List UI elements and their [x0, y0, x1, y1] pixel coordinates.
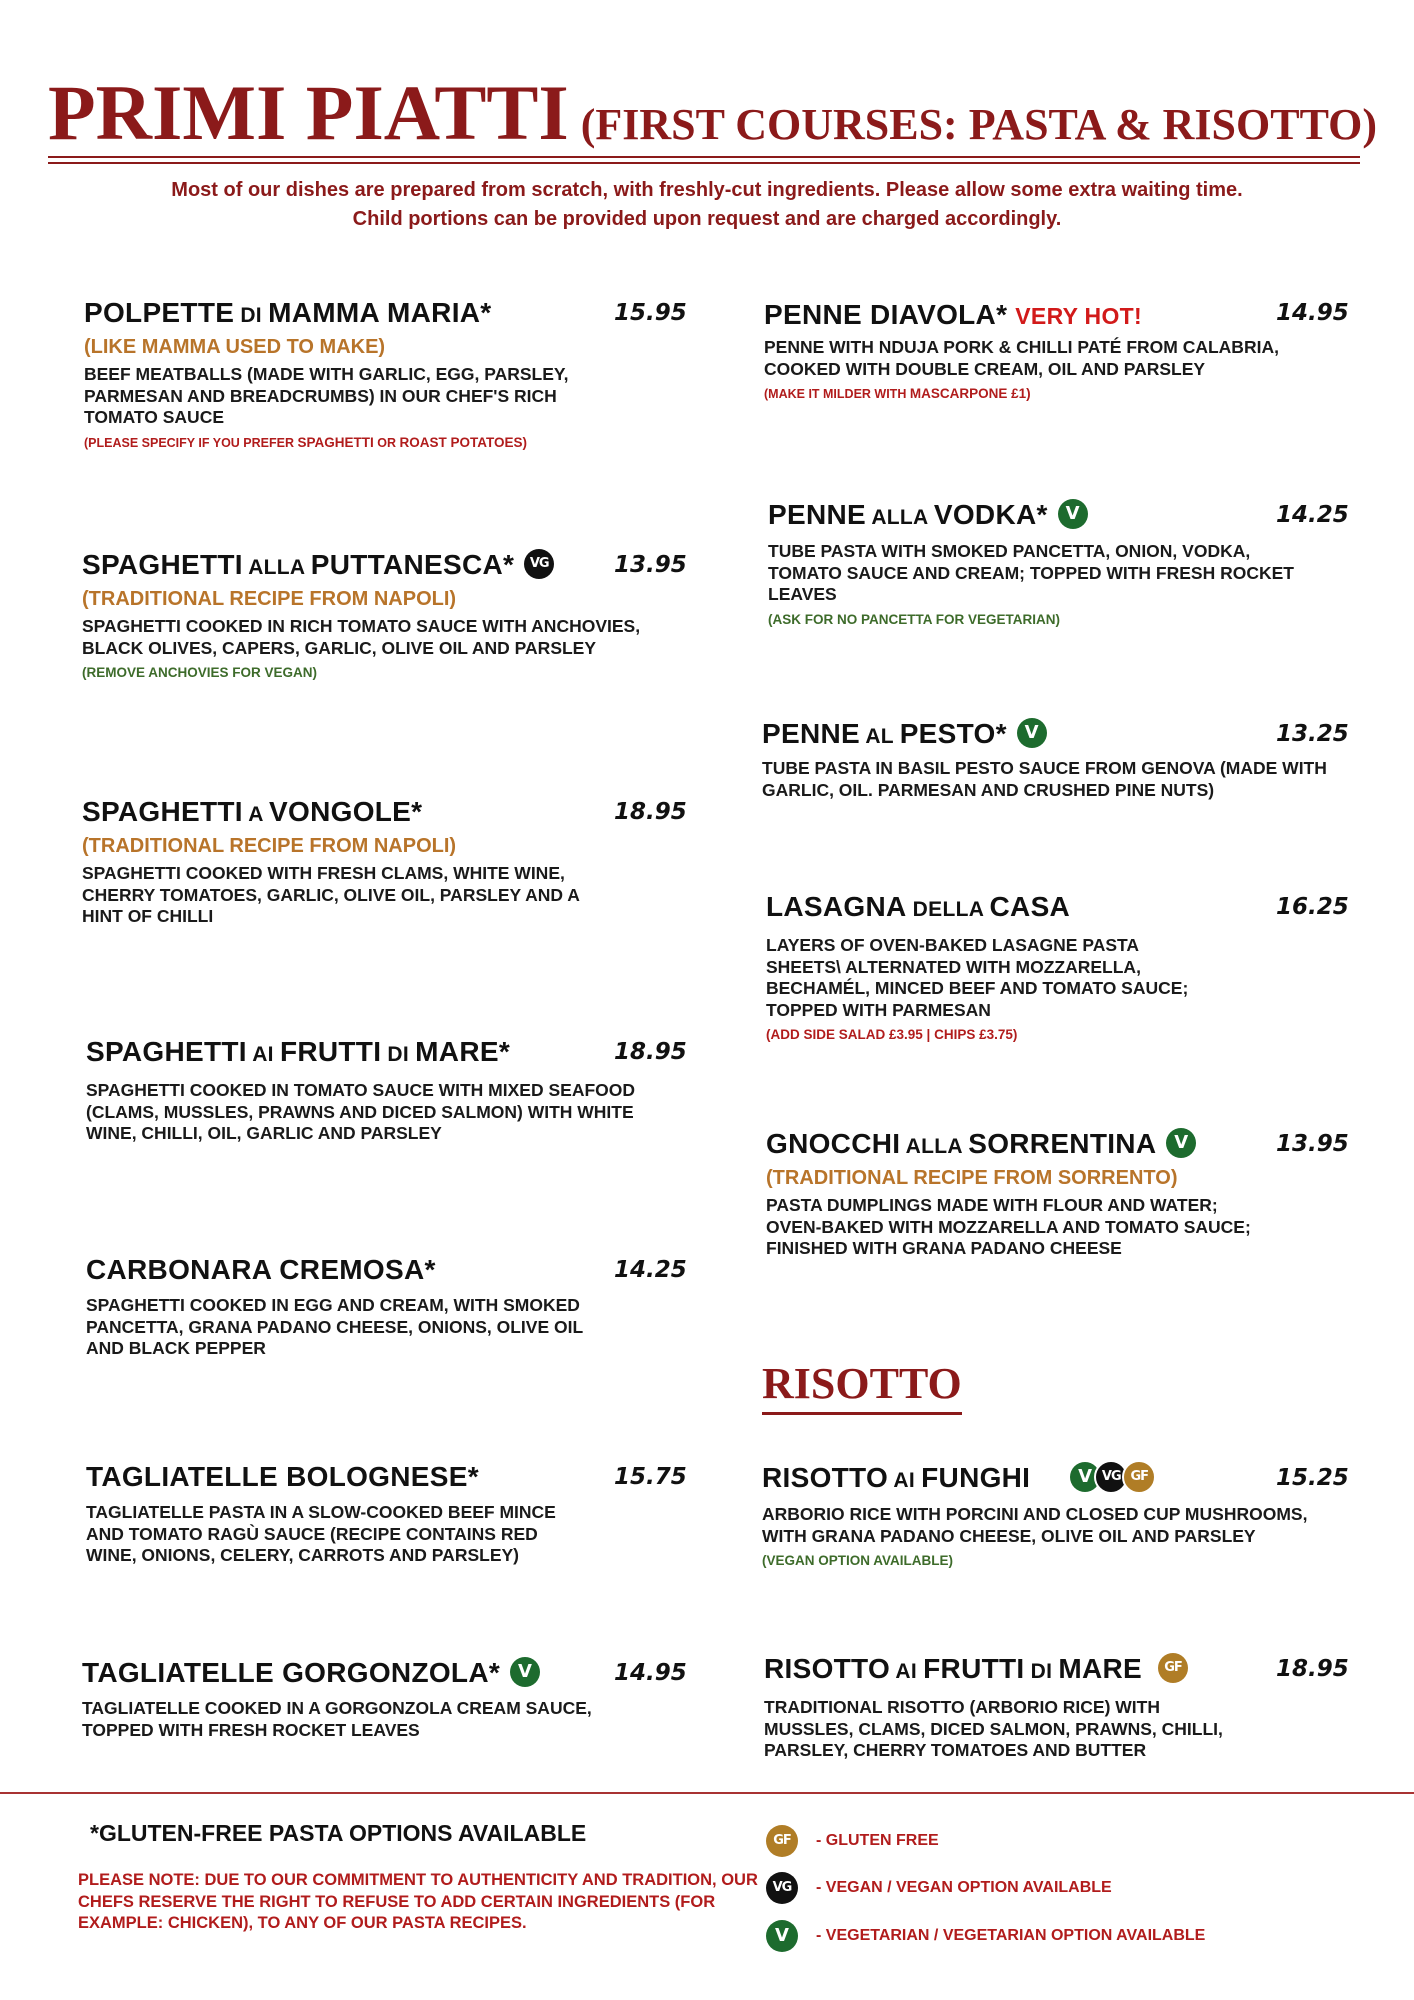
legend-vegetarian	[766, 1920, 1205, 1952]
menu-item-lasagna	[766, 890, 1349, 1045]
dish-description: SPAGHETTI COOKED IN EGG AND CREAM, WITH SMOKED PANCETTA, GRANA PADANO CHEESE, ONIONS, OLIVE OIL AND BLACK PEPPER	[86, 1295, 583, 1358]
vegan-badge-icon: VG	[1094, 1460, 1128, 1494]
risotto-section-title: RISOTTO	[762, 1358, 962, 1415]
dish-name: PENNE DIAVOLA* VERY HOT!	[764, 299, 1142, 330]
vegetarian-badge-icon: V	[1070, 1462, 1100, 1492]
vegetarian-badge-icon: V	[1058, 499, 1088, 529]
dish-name: SPAGHETTI A VONGOLE*	[82, 796, 423, 827]
dish-description: PENNE WITH NDUJA PORK & CHILLI PATÉ FROM CALABRIA, COOKED WITH DOUBLE CREAM, OIL AND PARSLEY	[764, 337, 1279, 379]
menu-item-polpette	[84, 296, 687, 453]
gluten-free-pasta-note: *GLUTEN-FREE PASTA OPTIONS AVAILABLE	[90, 1820, 587, 1846]
dish-price: 13.95	[614, 552, 687, 578]
dish-name: TAGLIATELLE BOLOGNESE*	[86, 1461, 479, 1492]
dish-price: 15.95	[614, 300, 687, 326]
footer-divider	[0, 1792, 1414, 1794]
dish-description: TAGLIATELLE PASTA IN A SLOW-COOKED BEEF MINCE AND TOMATO RAGÙ SAUCE (RECIPE CONTAINS RED WINE, ONIONS, CELERY, CARROTS AND PARSLEY)	[86, 1502, 556, 1565]
dish-name: SPAGHETTI ALLA PUTTANESCA* VG	[82, 548, 682, 585]
gluten-free-badge-icon: GF	[1122, 1460, 1156, 1494]
dish-subtitle: (TRADITIONAL RECIPE FROM NAPOLI)	[82, 588, 457, 610]
menu-item-risotto-frutti-di-mare	[764, 1652, 1354, 1762]
dish-description: SPAGHETTI COOKED IN RICH TOMATO SAUCE WITH ANCHOVIES, BLACK OLIVES, CAPERS, GARLIC, OLIVE OIL AND PARSLEY	[82, 616, 641, 658]
dish-price: 15.75	[614, 1464, 687, 1490]
menu-item-penne-vodka	[768, 498, 1348, 630]
dish-name: RISOTTO AI FUNGHI V VG GF	[762, 1461, 1352, 1498]
menu-item-gnocchi	[766, 1127, 1349, 1260]
dish-note: (ADD SIDE SALAD £3.95 | CHIPS £3.75)	[766, 1027, 1018, 1042]
dish-subtitle: (TRADITIONAL RECIPE FROM SORRENTO)	[766, 1167, 1178, 1189]
dish-description: TUBE PASTA IN BASIL PESTO SAUCE FROM GENOVA (MADE WITH GARLIC, OIL. PARMESAN AND CRUSHED PINE NUTS)	[762, 758, 1327, 800]
vegan-badge-icon: VG	[766, 1872, 798, 1904]
intro-line-1: Most of our dishes are prepared from scratch, with freshly-cut ingredients. Please allow some extra waiting time.	[171, 179, 1243, 201]
dish-name: POLPETTE DI MAMMA MARIA*	[84, 297, 492, 328]
title-main: PRIMI PIATTI	[48, 69, 569, 156]
dish-note: (REMOVE ANCHOVIES FOR VEGAN)	[82, 665, 318, 680]
dish-price: 13.25	[1276, 721, 1349, 747]
dish-description: SPAGHETTI COOKED IN TOMATO SAUCE WITH MIXED SEAFOOD (CLAMS, MUSSLES, PRAWNS AND DICED SALMON) WITH WHITE WINE, CHILLI, OIL, GARLIC AND PARSLEY	[86, 1080, 636, 1143]
dish-name: TAGLIATELLE GORGONZOLA* V	[82, 1656, 682, 1690]
dish-name: RISOTTO AI FRUTTI DI MARE GF	[764, 1652, 1354, 1689]
legend-vegan	[766, 1872, 1112, 1904]
menu-item-carbonara	[86, 1253, 686, 1360]
please-note: PLEASE NOTE: DUE TO OUR COMMITMENT TO AUTHENTICITY AND TRADITION, OUR CHEFS RESERVE THE RIGHT TO REFUSE TO ADD CERTAIN INGREDIENTS (FOR EXAMPLE: CHICKEN), TO ANY OF OUR PASTA RECIPES.	[78, 1871, 758, 1932]
legend-gluten-free	[766, 1825, 939, 1857]
dish-description: BEEF MEATBALLS (MADE WITH GARLIC, EGG, PARSLEY, PARMESAN AND BREADCRUMBS) IN OUR CHEF'S RICH TOMATO SAUCE	[84, 364, 569, 427]
dish-description: LAYERS OF OVEN-BAKED LASAGNE PASTA SHEETS\ ALTERNATED WITH MOZZARELLA, BECHAMÉL, MINCED BEEF AND TOMATO SAUCE; TOPPED WITH PARMESAN	[766, 935, 1189, 1020]
title-rule-bottom	[48, 162, 1360, 164]
dish-note: (ASK FOR NO PANCETTA FOR VEGETARIAN)	[768, 611, 1060, 627]
dish-price: 14.25	[1276, 502, 1349, 528]
dish-price: 14.25	[614, 1257, 687, 1283]
intro-line-2: Child portions can be provided upon request and are charged accordingly.	[352, 208, 1062, 230]
legend-label: - VEGAN / VEGAN OPTION AVAILABLE	[816, 1879, 1112, 1896]
dish-description: TUBE PASTA WITH SMOKED PANCETTA, ONION, VODKA, TOMATO SAUCE AND CREAM; TOPPED WITH FRESH ROCKET LEAVES	[768, 541, 1294, 604]
dish-price: 13.95	[1276, 1131, 1349, 1157]
dish-price: 14.95	[614, 1660, 687, 1686]
menu-item-bolognese	[86, 1460, 686, 1567]
dish-name: LASAGNA DELLA CASA	[766, 891, 1071, 922]
very-hot-label: VERY HOT!	[1015, 303, 1142, 329]
dish-name: CARBONARA CREMOSA*	[86, 1254, 436, 1285]
gluten-free-badge-icon: GF	[1158, 1653, 1188, 1683]
dish-price: 18.95	[614, 1039, 687, 1065]
dish-price: 16.25	[1276, 894, 1349, 920]
dish-name: PENNE ALLA VODKA* V	[768, 498, 1348, 535]
menu-item-vongole	[82, 795, 687, 928]
dish-subtitle: (LIKE MAMMA USED TO MAKE)	[84, 336, 386, 358]
vegan-badge-icon: VG	[524, 549, 554, 579]
menu-item-puttanesca	[82, 548, 687, 683]
dish-subtitle: (TRADITIONAL RECIPE FROM NAPOLI)	[82, 835, 457, 857]
dish-price: 15.25	[1276, 1465, 1349, 1491]
dish-price: 18.95	[614, 799, 687, 825]
title-rule-top	[48, 156, 1360, 158]
title-subtitle: (FIRST COURSES: PASTA & RISOTTO)	[580, 100, 1378, 149]
page-title	[48, 68, 1377, 158]
dish-note: (VEGAN OPTION AVAILABLE)	[762, 1553, 953, 1568]
legend-label: - VEGETARIAN / VEGETARIAN OPTION AVAILABLE	[816, 1927, 1206, 1944]
gluten-free-badge-icon: GF	[766, 1825, 798, 1857]
dish-name: PENNE AL PESTO* V	[762, 717, 1352, 754]
menu-item-risotto-funghi	[762, 1461, 1352, 1571]
dish-note: (MAKE IT MILDER WITH MASCARPONE £1)	[764, 386, 1031, 401]
vegetarian-badge-icon: V	[1166, 1128, 1196, 1158]
dish-description: ARBORIO RICE WITH PORCINI AND CLOSED CUP MUSHROOMS, WITH GRANA PADANO CHEESE, OLIVE OIL AND PARSLEY	[762, 1504, 1308, 1546]
dish-note: (PLEASE SPECIFY IF YOU PREFER SPAGHETTI OR ROAST POTATOES)	[84, 434, 527, 450]
intro-text	[0, 176, 1414, 234]
menu-item-spaghetti-frutti-di-mare	[86, 1035, 686, 1145]
dish-description: SPAGHETTI COOKED WITH FRESH CLAMS, WHITE WINE, CHERRY TOMATOES, GARLIC, OLIVE OIL, PARSLEY AND A HINT OF CHILLI	[82, 863, 580, 926]
vegetarian-badge-icon: V	[766, 1920, 798, 1952]
menu-item-gorgonzola	[82, 1656, 687, 1741]
dish-description: TRADITIONAL RISOTTO (ARBORIO RICE) WITH MUSSLES, CLAMS, DICED SALMON, PRAWNS, CHILLI, PARSLEY, CHERRY TOMATOES AND BUTTER	[764, 1697, 1223, 1760]
vegetarian-badge-icon: V	[1017, 718, 1047, 748]
dish-description: TAGLIATELLE COOKED IN A GORGONZOLA CREAM SAUCE, TOPPED WITH FRESH ROCKET LEAVES	[82, 1698, 592, 1740]
vegetarian-badge-icon: V	[510, 1657, 540, 1687]
legend-label: - GLUTEN FREE	[816, 1832, 939, 1849]
dish-price: 14.95	[1276, 300, 1349, 326]
menu-item-penne-diavola	[764, 298, 1349, 404]
dish-name: SPAGHETTI AI FRUTTI DI MARE*	[86, 1036, 511, 1067]
dish-price: 18.95	[1276, 1656, 1349, 1682]
dish-description: PASTA DUMPLINGS MADE WITH FLOUR AND WATER; OVEN-BAKED WITH MOZZARELLA AND TOMATO SAUCE; FINISHED WITH GRANA PADANO CHEESE	[766, 1195, 1251, 1258]
menu-item-penne-pesto	[762, 717, 1352, 801]
dish-name: GNOCCHI ALLA SORRENTINA V	[766, 1127, 1346, 1164]
